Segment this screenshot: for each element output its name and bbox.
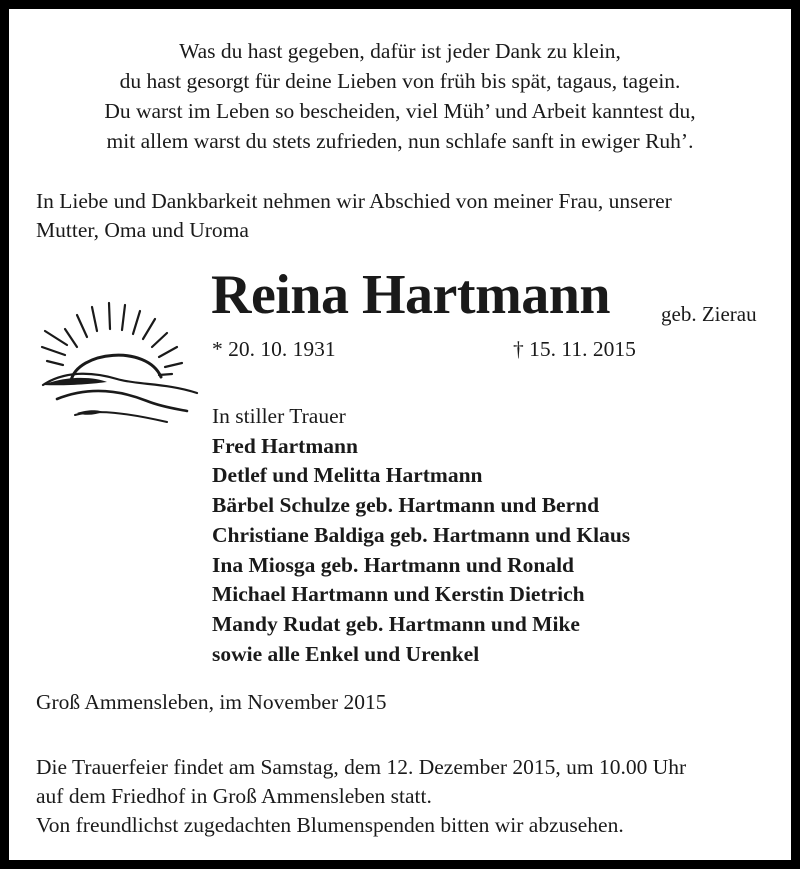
- mourner-name: Christiane Baldiga geb. Hartmann und Klaus: [212, 522, 631, 547]
- birth-date: * 20. 10. 1931: [212, 337, 336, 361]
- sunset-over-hills-icon: [37, 289, 207, 429]
- funeral-line: Die Trauerfeier findet am Samstag, dem 12. Dezember 2015, um 10.00 Uhr: [36, 755, 687, 779]
- intro-text: [36, 187, 781, 245]
- intro-line: Mutter, Oma und Uroma: [36, 218, 249, 242]
- mourner-name: Bärbel Schulze geb. Hartmann und Bernd: [212, 493, 600, 518]
- intro-line: In Liebe und Dankbarkeit nehmen wir Abschied von meiner Frau, unserer: [36, 189, 672, 213]
- mourner-name: sowie alle Enkel und Urenkel: [212, 641, 480, 666]
- mourner-name: Fred Hartmann: [212, 433, 358, 458]
- funeral-info: [36, 753, 686, 840]
- poem-line: Was du hast gegeben, dafür ist jeder Dank zu klein,: [179, 39, 621, 63]
- death-date: † 15. 11. 2015: [513, 337, 636, 361]
- poem-line: du hast gesorgt für deine Lieben von früh bis spät, tagaus, tagein.: [119, 69, 681, 93]
- mourner-name: Michael Hartmann und Kerstin Dietrich: [212, 582, 585, 607]
- mourner-name: Mandy Rudat geb. Hartmann und Mike: [212, 611, 580, 636]
- poem-line: mit allem warst du stets zufrieden, nun schlafe sanft in ewiger Ruh’.: [106, 129, 694, 153]
- funeral-line: Von freundlichst zugedachten Blumenspenden bitten wir abzusehen.: [36, 813, 624, 837]
- funeral-line: auf dem Friedhof in Groß Ammensleben statt.: [36, 784, 432, 808]
- birth-name: geb. Zierau: [661, 302, 757, 326]
- deceased-name: Reina Hartmann: [211, 264, 610, 326]
- mourners-list: [212, 402, 630, 669]
- mourner-name: Ina Miosga geb. Hartmann und Ronald: [212, 552, 574, 577]
- poem: [29, 36, 771, 156]
- poem-line: Du warst im Leben so bescheiden, viel Müh’ und Arbeit kanntest du,: [104, 99, 696, 123]
- mourner-name: Detlef und Melitta Hartmann: [212, 463, 483, 488]
- place-and-date: Groß Ammensleben, im November 2015: [36, 690, 387, 714]
- mourning-heading: In stiller Trauer: [212, 404, 346, 428]
